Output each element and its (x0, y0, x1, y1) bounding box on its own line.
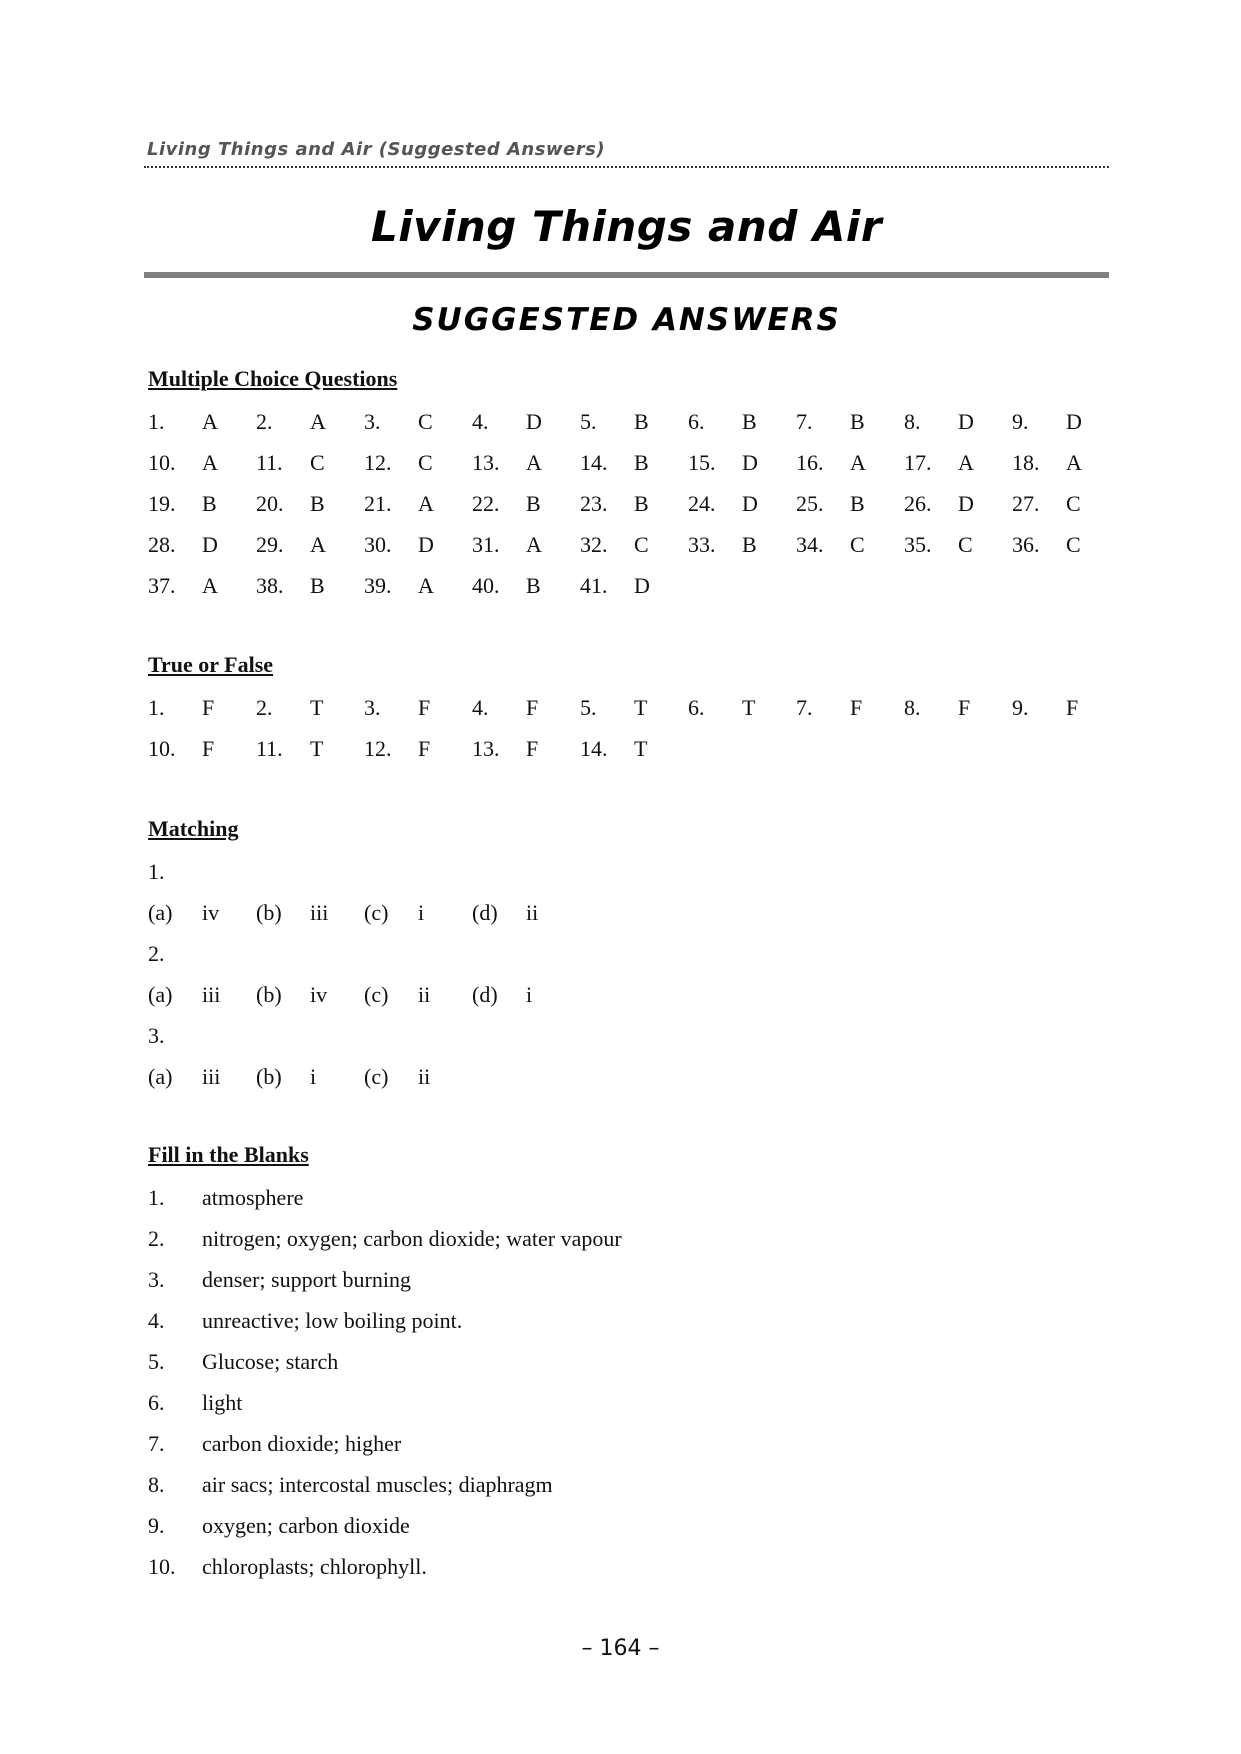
matching-answer: iv (202, 900, 220, 925)
true-false-number: 4. (472, 695, 489, 720)
mcq-number: 21. (364, 491, 392, 516)
fill-blank-number: 5. (148, 1349, 165, 1374)
fill-blank-answer: denser; support burning (202, 1267, 411, 1292)
true-false-answer: F (526, 695, 539, 720)
mcq-number: 25. (796, 491, 824, 516)
mcq-number: 28. (148, 532, 176, 557)
mcq-number: 2. (256, 409, 273, 434)
mcq-answer: B (526, 573, 541, 598)
true-false-answer: T (634, 736, 648, 761)
true-false-answer: T (310, 736, 324, 761)
true-false-number: 9. (1012, 695, 1029, 720)
fill-blank-answer: air sacs; intercostal muscles; diaphragm (202, 1472, 553, 1497)
mcq-number: 14. (580, 450, 608, 475)
true-false-heading: True or False (148, 652, 274, 677)
true-false-number: 13. (472, 736, 500, 761)
mcq-answer: C (418, 409, 433, 434)
true-false-answer: F (1066, 695, 1079, 720)
fill-blank-answer: chloroplasts; chlorophyll. (202, 1554, 427, 1579)
true-false-answer: T (742, 695, 756, 720)
mcq-answer: B (850, 409, 865, 434)
matching-answer: iii (202, 982, 221, 1007)
mcq-answer: D (418, 532, 434, 557)
mcq-answer: A (958, 450, 974, 475)
matching-number: (c) (364, 1064, 389, 1089)
mcq-answer: B (742, 409, 757, 434)
true-false-number: 3. (364, 695, 381, 720)
mcq-answer: A (1066, 450, 1082, 475)
fill-blank-number: 2. (148, 1226, 165, 1251)
mcq-number: 41. (580, 573, 608, 598)
matching-number: (a) (148, 1064, 173, 1089)
mcq-answer: B (742, 532, 757, 557)
matching-answer: i (526, 982, 533, 1007)
fill-blank-number: 9. (148, 1513, 165, 1538)
mcq-answer: B (310, 573, 325, 598)
matching-answer: iii (310, 900, 329, 925)
fill-blank-answer: nitrogen; oxygen; carbon dioxide; water vapour (202, 1226, 622, 1251)
mcq-number: 35. (904, 532, 932, 557)
true-false-answer: F (526, 736, 539, 761)
mcq-answer: A (310, 409, 326, 434)
mcq-heading: Multiple Choice Questions (148, 366, 398, 391)
mcq-number: 8. (904, 409, 921, 434)
mcq-number: 29. (256, 532, 284, 557)
fill-blank-number: 3. (148, 1267, 165, 1292)
fill-blank-number: 8. (148, 1472, 165, 1497)
mcq-answer: B (634, 491, 649, 516)
fill-blank-number: 7. (148, 1431, 165, 1456)
mcq-number: 17. (904, 450, 932, 475)
mcq-answer: A (526, 450, 542, 475)
matching-answer: iii (202, 1064, 221, 1089)
mcq-number: 27. (1012, 491, 1040, 516)
fill-blanks-heading: Fill in the Blanks (148, 1142, 309, 1167)
matching-number: (a) (148, 982, 173, 1007)
mcq-answer: B (202, 491, 217, 516)
matching-answer: iv (310, 982, 328, 1007)
mcq-number: 16. (796, 450, 824, 475)
matching-answer: i (310, 1064, 317, 1089)
mcq-number: 6. (688, 409, 705, 434)
matching-number: (b) (256, 900, 282, 925)
fill-blank-answer: carbon dioxide; higher (202, 1431, 402, 1456)
mcq-answer: B (634, 450, 649, 475)
true-false-answer: F (418, 736, 431, 761)
matching-number: (c) (364, 982, 389, 1007)
mcq-answer: A (202, 573, 218, 598)
fill-blank-answer: Glucose; starch (202, 1349, 339, 1374)
fill-blank-number: 10. (148, 1554, 176, 1579)
mcq-number: 38. (256, 573, 284, 598)
true-false-answer: F (850, 695, 863, 720)
mcq-answer: C (418, 450, 433, 475)
mcq-number: 10. (148, 450, 176, 475)
mcq-number: 1. (148, 409, 165, 434)
mcq-number: 34. (796, 532, 824, 557)
mcq-answer: B (310, 491, 325, 516)
mcq-number: 37. (148, 573, 176, 598)
mcq-answer: B (634, 409, 649, 434)
true-false-answer: F (958, 695, 971, 720)
mcq-answer: D (958, 409, 974, 434)
true-false-answer: F (202, 695, 215, 720)
mcq-answer: D (958, 491, 974, 516)
mcq-number: 33. (688, 532, 716, 557)
matching-number: 2. (148, 941, 165, 966)
mcq-number: 22. (472, 491, 500, 516)
mcq-number: 36. (1012, 532, 1040, 557)
mcq-number: 19. (148, 491, 176, 516)
mcq-answer: C (634, 532, 649, 557)
mcq-number: 11. (256, 450, 283, 475)
matching-heading: Matching (148, 816, 239, 841)
matching-answer: ii (526, 900, 539, 925)
page-title: Living Things and Air (370, 202, 883, 251)
running-head: Living Things and Air (Suggested Answers) (147, 139, 606, 160)
true-false-answer: T (310, 695, 324, 720)
fill-blank-answer: unreactive; low boiling point. (202, 1308, 463, 1333)
mcq-answer: D (742, 491, 758, 516)
page-number: – 164 – (581, 1636, 660, 1661)
matching-number: 1. (148, 859, 165, 884)
mcq-answer: D (742, 450, 758, 475)
page-subtitle: SUGGESTED ANSWERS (412, 302, 841, 338)
fill-blank-number: 4. (148, 1308, 165, 1333)
fill-blank-answer: oxygen; carbon dioxide (202, 1513, 410, 1538)
matching-number: (b) (256, 982, 282, 1007)
mcq-number: 32. (580, 532, 608, 557)
matching-number: (d) (472, 900, 498, 925)
matching-number: (d) (472, 982, 498, 1007)
matching-answer: ii (418, 1064, 431, 1089)
mcq-number: 24. (688, 491, 716, 516)
mcq-answer: C (1066, 532, 1081, 557)
mcq-number: 3. (364, 409, 381, 434)
true-false-answer: F (418, 695, 431, 720)
mcq-number: 30. (364, 532, 392, 557)
matching-answer: ii (418, 982, 431, 1007)
true-false-number: 1. (148, 695, 165, 720)
mcq-number: 18. (1012, 450, 1040, 475)
mcq-answer: A (202, 409, 218, 434)
true-false-number: 7. (796, 695, 813, 720)
running-head-rule (144, 166, 1109, 168)
mcq-answer: A (310, 532, 326, 557)
true-false-answer: T (634, 695, 648, 720)
fill-blank-answer: atmosphere (202, 1185, 304, 1210)
fill-blank-number: 6. (148, 1390, 165, 1415)
matching-number: (b) (256, 1064, 282, 1089)
mcq-number: 26. (904, 491, 932, 516)
mcq-number: 12. (364, 450, 392, 475)
true-false-number: 2. (256, 695, 273, 720)
mcq-answer: D (526, 409, 542, 434)
mcq-number: 5. (580, 409, 597, 434)
mcq-number: 13. (472, 450, 500, 475)
mcq-answer: D (634, 573, 650, 598)
mcq-answer: D (1066, 409, 1082, 434)
true-false-number: 10. (148, 736, 176, 761)
mcq-answer: A (850, 450, 866, 475)
true-false-number: 14. (580, 736, 608, 761)
fill-blank-answer: light (202, 1390, 243, 1415)
mcq-answer: A (202, 450, 218, 475)
true-false-number: 5. (580, 695, 597, 720)
true-false-number: 8. (904, 695, 921, 720)
mcq-number: 39. (364, 573, 392, 598)
matching-number: (c) (364, 900, 389, 925)
mcq-answer: D (202, 532, 218, 557)
mcq-answer: A (418, 573, 434, 598)
true-false-number: 6. (688, 695, 705, 720)
mcq-answer: C (310, 450, 325, 475)
mcq-number: 31. (472, 532, 500, 557)
matching-number: 3. (148, 1023, 165, 1048)
mcq-answer: A (418, 491, 434, 516)
mcq-number: 7. (796, 409, 813, 434)
mcq-answer: C (850, 532, 865, 557)
true-false-answer: F (202, 736, 215, 761)
true-false-number: 11. (256, 736, 283, 761)
mcq-number: 40. (472, 573, 500, 598)
mcq-number: 23. (580, 491, 608, 516)
true-false-number: 12. (364, 736, 392, 761)
mcq-number: 15. (688, 450, 716, 475)
mcq-number: 9. (1012, 409, 1029, 434)
matching-number: (a) (148, 900, 173, 925)
mcq-answer: C (958, 532, 973, 557)
mcq-answer: B (850, 491, 865, 516)
matching-answer: i (418, 900, 425, 925)
title-divider (144, 272, 1109, 278)
mcq-answer: A (526, 532, 542, 557)
mcq-answer: B (526, 491, 541, 516)
mcq-answer: C (1066, 491, 1081, 516)
mcq-number: 4. (472, 409, 489, 434)
mcq-number: 20. (256, 491, 284, 516)
fill-blank-number: 1. (148, 1185, 165, 1210)
